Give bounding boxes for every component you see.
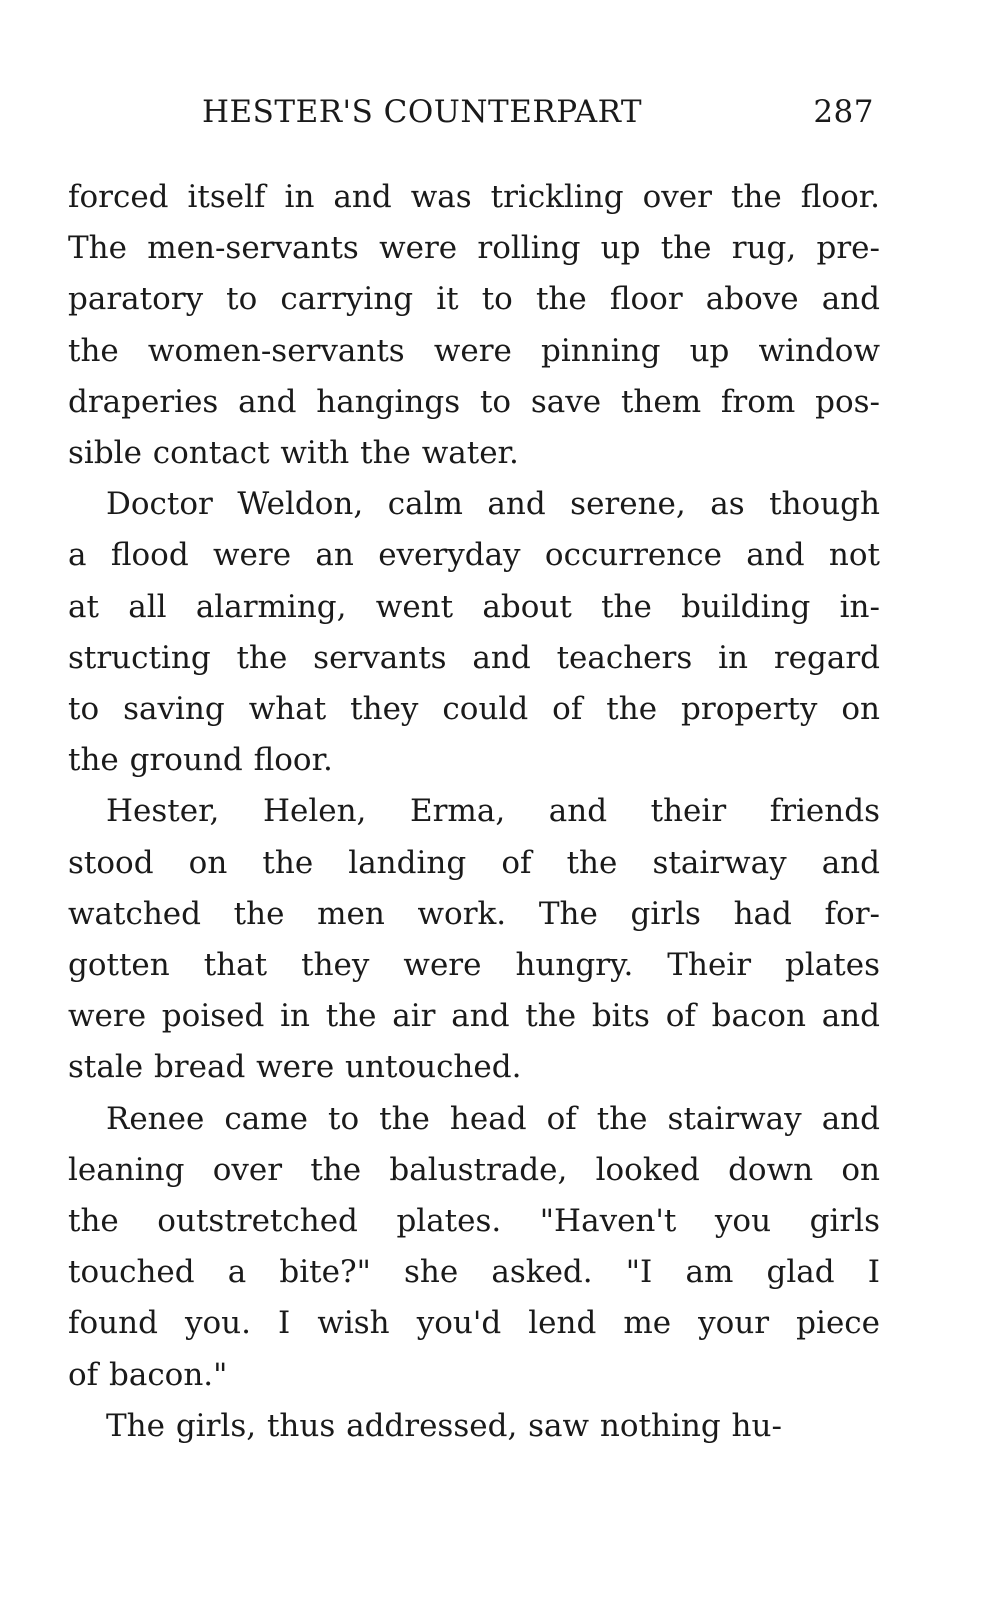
text-line [68,940,880,991]
text-line [68,428,880,479]
text-line [68,326,880,377]
line-text: stood on the landing of the stairway and [68,844,880,881]
line-text: were poised in the air and the bits of bacon and [68,998,880,1035]
running-head [68,90,880,150]
text-line [68,1298,880,1349]
line-text: leaning over the balustrade, looked down on [68,1151,880,1188]
text-line [68,991,880,1042]
line-text: at all alarming, went about the building in- [68,588,880,625]
text-line [68,633,880,684]
line-text: the ground floor. [68,742,333,779]
line-text: touched a bite?" she asked. "I am glad I [68,1254,880,1291]
book-page [68,90,880,1452]
line-text: to saving what they could of the property on [68,691,880,728]
line-text: a flood were an everyday occurrence and not [68,537,880,574]
body-text [68,172,880,1452]
text-line [68,223,880,274]
line-text: paratory to carrying it to the floor above and [68,281,880,318]
text-line [68,1247,880,1298]
line-text: found you. I wish you'd lend me your piece [68,1305,880,1342]
page-number: 287 [813,94,874,130]
text-line [68,1196,880,1247]
text-line [68,582,880,633]
line-text: stale bread were untouched. [68,1049,522,1086]
line-text: of bacon." [68,1356,228,1393]
text-line [68,1145,880,1196]
text-line [68,684,880,735]
text-line [68,1042,880,1093]
line-text: Hester, Helen, Erma, and their friends [106,793,880,830]
text-line [68,274,880,325]
line-text: forced itself in and was trickling over the floor. [68,179,880,215]
text-line [68,838,880,889]
line-text: draperies and hangings to save them from pos- [68,383,880,420]
text-line [68,479,880,530]
text-line [68,530,880,581]
running-title: HESTER'S COUNTERPART [202,94,643,130]
line-text: the women-servants were pinning up window [68,332,880,369]
text-line [68,786,880,837]
text-line [68,1350,880,1401]
line-text: The girls, thus addressed, saw nothing hu- [106,1407,782,1444]
text-line [68,735,880,786]
text-line [68,889,880,940]
line-text: gotten that they were hungry. Their plates [68,947,880,984]
text-line [68,1401,880,1452]
line-text: structing the servants and teachers in regard [68,639,880,676]
line-text: Renee came to the head of the stairway and [106,1100,880,1137]
text-line [68,172,880,223]
line-text: The men-servants were rolling up the rug, pre- [68,230,880,267]
line-text: watched the men work. The girls had for- [68,895,880,932]
line-text: Doctor Weldon, calm and serene, as though [106,486,880,523]
text-line [68,377,880,428]
line-text: sible contact with the water. [68,435,519,472]
line-text: the outstretched plates. "Haven't you girls [68,1203,880,1240]
text-line [68,1094,880,1145]
